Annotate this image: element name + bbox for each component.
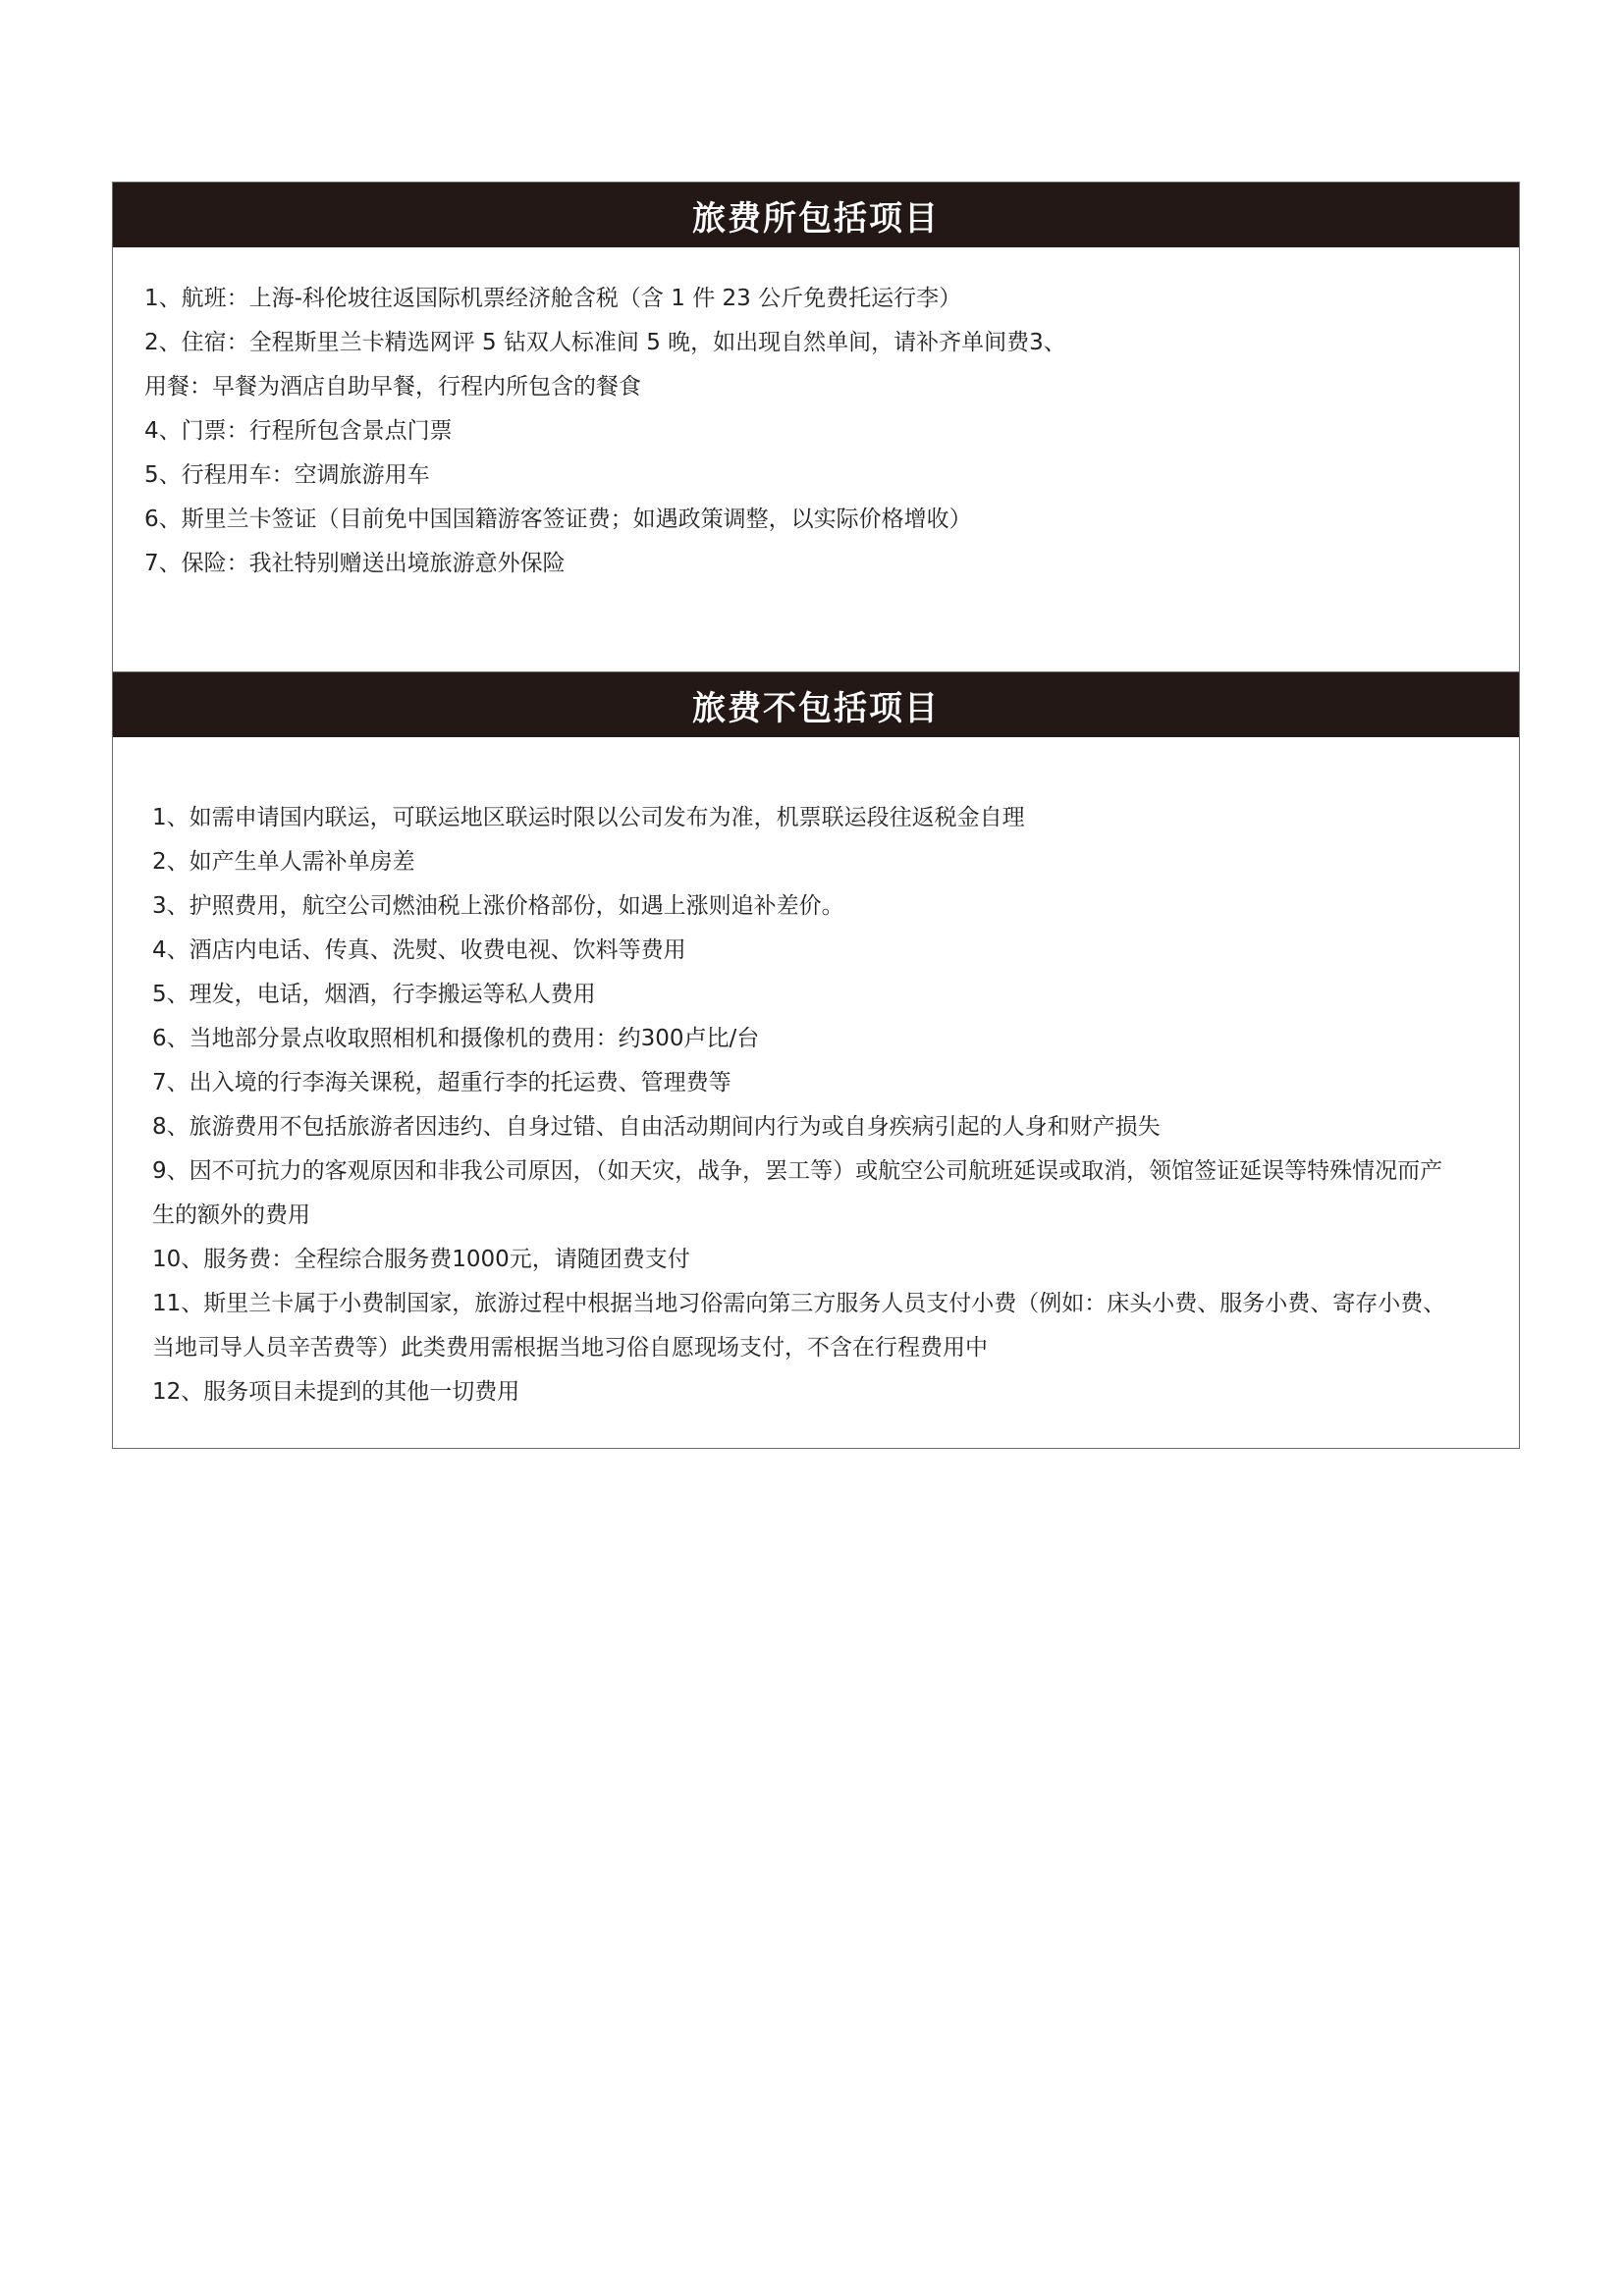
excluded-items-panel [112, 671, 1520, 1449]
included-item-visa: 6、斯里兰卡签证（目前免中国国籍游客签证费；如遇政策调整，以实际价格增收） [144, 507, 972, 532]
excluded-item-12: 12、服务项目未提到的其他一切费用 [152, 1379, 520, 1405]
excluded-item-3: 3、护照费用，航空公司燃油税上涨价格部份，如遇上涨则追补差价。 [152, 893, 844, 919]
included-item-hotel: 2、住宿：全程斯里兰卡精选网评 5 钻双人标准间 5 晚，如出现自然单间，请补齐单间费3、 [144, 330, 1066, 355]
included-item-flight: 1、航班：上海-科伦坡往返国际机票经济舱含税（含 1 件 23 公斤免费托运行李） [144, 286, 962, 311]
excluded-item-9-continued: 生的额外的费用 [152, 1202, 310, 1228]
included-item-insurance: 7、保险：我社特别赠送出境旅游意外保险 [144, 551, 566, 576]
included-item-tickets: 4、门票：行程所包含景点门票 [144, 418, 453, 444]
excluded-item-1: 1、如需申请国内联运，可联运地区联运时限以公司发布为准，机票联运段往返税金自理 [152, 805, 1025, 830]
included-items-list [144, 277, 1488, 586]
excluded-item-10: 10、服务费：全程综合服务费1000元，请随团费支付 [152, 1247, 690, 1272]
excluded-items-list [152, 796, 1488, 1415]
excluded-item-7: 7、出入境的行李海关课税，超重行李的托运费、管理费等 [152, 1070, 731, 1095]
excluded-item-6: 6、当地部分景点收取照相机和摄像机的费用：约300卢比/台 [152, 1026, 760, 1051]
included-items-panel [112, 182, 1520, 672]
excluded-items-title: 旅费不包括项目 [113, 672, 1519, 737]
excluded-item-5: 5、理发，电话，烟酒，行李搬运等私人费用 [152, 982, 596, 1007]
excluded-item-11-continued: 当地司导人员辛苦费等）此类费用需根据当地习俗自愿现场支付，不含在行程费用中 [152, 1335, 988, 1361]
excluded-item-9: 9、因不可抗力的客观原因和非我公司原因，（如天灾，战争，罢工等）或航空公司航班延误或取消，领馆签证延误等特殊情况而产 [152, 1158, 1443, 1184]
excluded-item-11: 11、斯里兰卡属于小费制国家，旅游过程中根据当地习俗需向第三方服务人员支付小费（例如：床头小费、服务小费、寄存小费、 [152, 1291, 1446, 1316]
included-item-meals: 用餐：早餐为酒店自助早餐，行程内所包含的餐食 [144, 374, 641, 400]
excluded-item-8: 8、旅游费用不包括旅游者因违约、自身过错、自由活动期间内行为或自身疾病引起的人身和财产损失 [152, 1114, 1161, 1140]
included-items-title: 旅费所包括项目 [113, 183, 1519, 247]
excluded-item-4: 4、酒店内电话、传真、洗熨、收费电视、饮料等费用 [152, 937, 686, 963]
included-item-transport: 5、行程用车：空调旅游用车 [144, 462, 430, 488]
excluded-item-2: 2、如产生单人需补单房差 [152, 849, 415, 875]
